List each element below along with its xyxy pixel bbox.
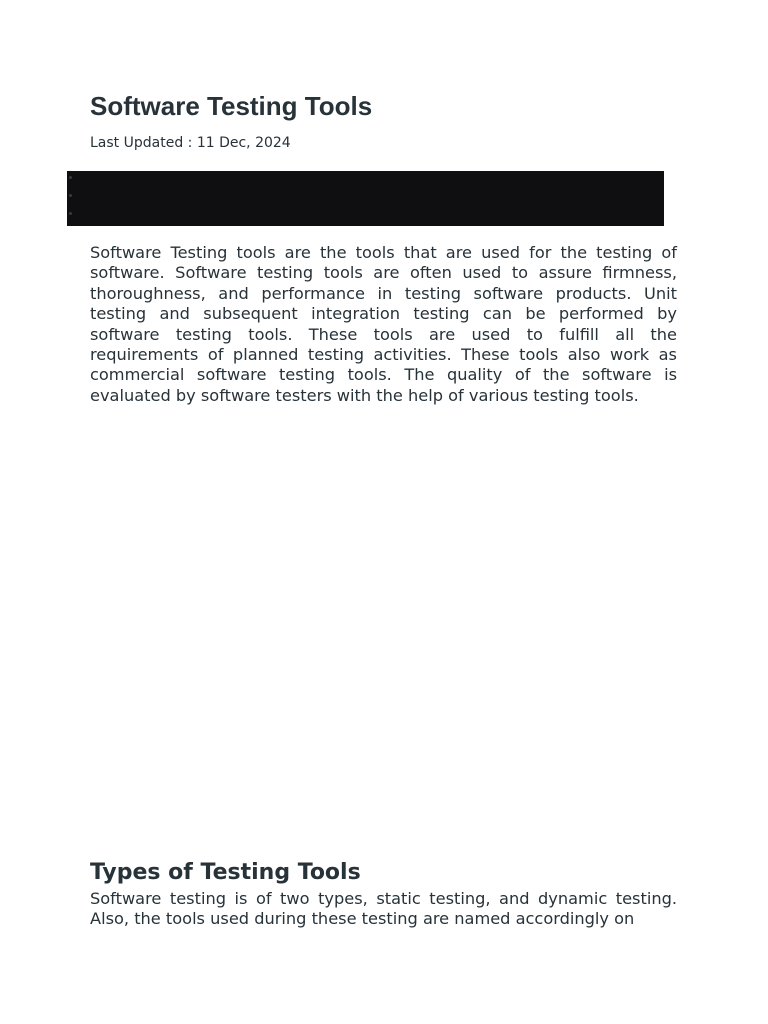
page-title: Software Testing Tools: [90, 91, 373, 121]
section-paragraph: Software testing is of two types, static testing, and dynamic testing. Also, the tools used during these testing are named accordingly on: [90, 889, 677, 929]
intro-paragraph: Software Testing tools are the tools that are used for the testing of software. Software testing tools are often used to assure firmness, thoroughness, and performance in testing software products. Unit testing and subsequent integration testing can be performed by software testing tools. These tools are used to fulfill all the requirements of planned testing activities. These tools also work as commercial software testing tools. The quality of the software is evaluated by software testers with the help of various testing tools.: [90, 243, 677, 405]
banner-dot: [69, 212, 72, 215]
banner-dot: [69, 176, 72, 179]
last-updated-date: Last Updated : 11 Dec, 2024: [90, 135, 291, 151]
section-heading: Types of Testing Tools: [90, 860, 361, 885]
banner-dot: [69, 194, 72, 197]
media-banner: [67, 171, 664, 226]
